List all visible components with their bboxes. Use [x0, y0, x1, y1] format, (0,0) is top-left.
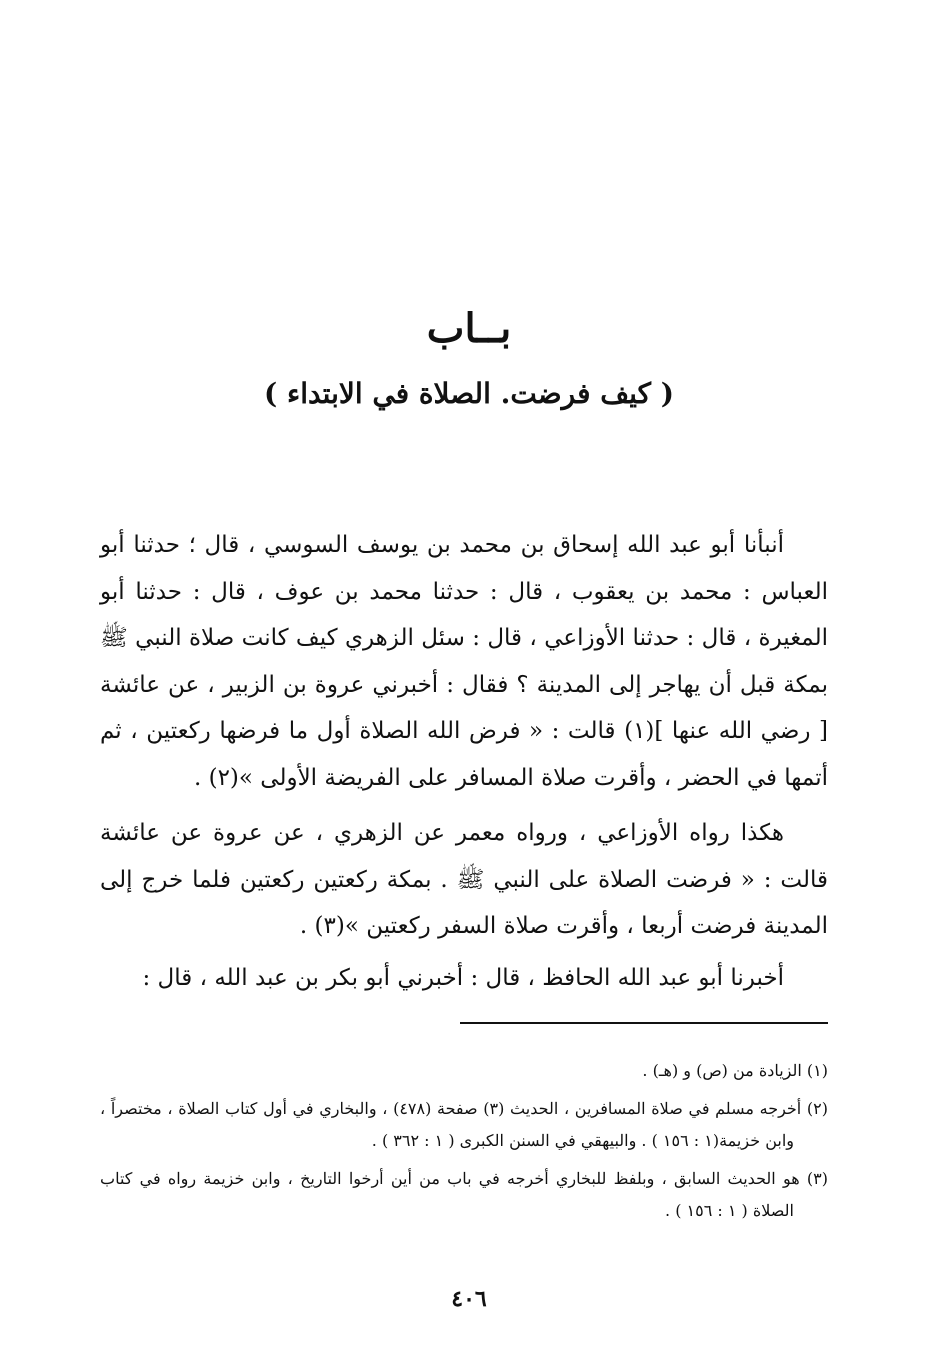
footnotes: [100, 1055, 828, 1233]
body-paragraph-3: [100, 955, 828, 1002]
footnote-separator: [460, 1022, 828, 1024]
footnote-1: (١) الزيادة من (ص) و (هـ) .: [642, 1061, 828, 1080]
chapter-subtitle: ( كيف فرضت. الصلاة في الابتداء ): [264, 377, 674, 410]
chapter-heading: بــاب: [426, 305, 512, 352]
page-number: ٤٠٦: [451, 1286, 487, 1312]
footnote-3: (٣) هو الحديث السابق ، وبلفظ للبخاري أخرجه في باب من أين أرخوا التاريخ ، وابن خزيمة رواه في كتاب الصلاة ( ١ : ١٥٦ ) .: [100, 1169, 828, 1220]
footnote-2: (٢) أخرجه مسلم في صلاة المسافرين ، الحديث (٣) صفحة (٤٧٨) ، والبخاري في أول كتاب الصلاة ، مختصراً ، وابن خزيمة(١ : ١٥٦ ) . والبيهقي في السنن الكبرى ( ١ : ٣٦٢ ) .: [100, 1099, 829, 1150]
paragraph-text: أنبأنا أبو عبد الله إسحاق بن محمد بن يوسف السوسي ، قال ؛ حدثنا أبو العباس : محمد بن يعقوب ، قال : حدثنا محمد بن عوف ، قال : حدثنا أبو المغيرة ، قال : حدثنا الأوزاعي ، قال : سئل الزهري كيف كانت صلاة النبي ﷺ بمكة قبل أن يهاجر إلى المدينة ؟ فقال : أخبرني عروة بن الزبير ، عن عائشة [ رضي الله عنها ](١) قالت : « فرض الله الصلاة أول ما فرضها ركعتين ، ثم أتمها في الحضر ، وأقرت صلاة المسافر على الفريضة الأولى »(٢) .: [100, 532, 829, 791]
paragraph-text: أخبرنا أبو عبد الله الحافظ ، قال : أخبرني أبو بكر بن عبد الله ، قال :: [142, 965, 784, 991]
body-paragraph-1: [100, 522, 828, 801]
paragraph-text: هكذا رواه الأوزاعي ، ورواه معمر عن الزهري ، عن عروة عن عائشة قالت : « فرضت الصلاة على النبي ﷺ . بمكة ركعتين ركعتين فلما خرج إلى المدينة فرضت أربعا ، وأقرت صلاة السفر ركعتين »(٣) .: [100, 820, 828, 939]
body-paragraph-2: [100, 810, 828, 950]
